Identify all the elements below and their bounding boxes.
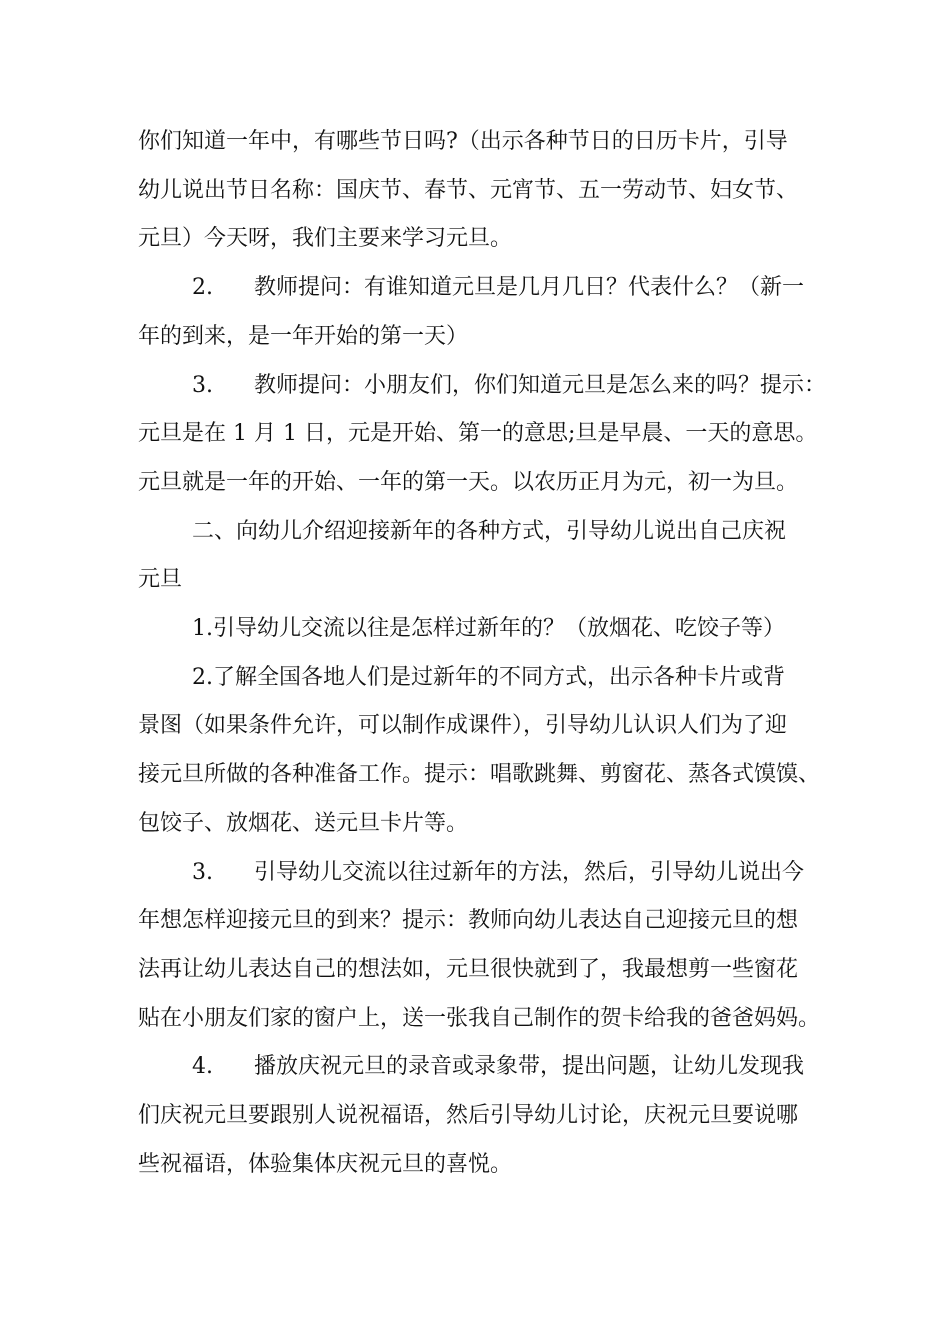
text-line: 元旦是在 1 月 1 日，元是开始、第一的意思;旦是早晨、一天的意思。	[138, 421, 818, 447]
text-line: 元旦	[138, 567, 183, 593]
text-content: 教师提问：有谁知道元旦是几月几日？代表什么？（新一	[254, 275, 805, 301]
text-line: 元旦就是一年的开始、一年的第一天。以农历正月为元，初一为旦。	[138, 469, 799, 495]
text-line: 你们知道一年中，有哪些节日吗?（出示各种节日的日历卡片，引导	[138, 129, 788, 154]
text-content: 教师提问：小朋友们，你们知道元旦是怎么来的吗？提示：	[254, 372, 827, 398]
item-number: 4.	[192, 1054, 213, 1080]
paragraph-sub-1	[138, 605, 820, 654]
item-number: 3.	[192, 859, 213, 885]
text-line: 幼儿说出节日名称：国庆节、春节、元宵节、五一劳动节、妇女节、	[138, 177, 799, 203]
text-line: 二、向幼儿介绍迎接新年的各种方式，引导幼儿说出自己庆祝	[192, 518, 787, 544]
text-line	[138, 849, 820, 898]
paragraph-sub-3	[138, 849, 820, 1044]
text-line: 2.了解全国各地人们是过新年的不同方式，出示各种卡片或背	[192, 664, 785, 690]
item-number: 2.	[192, 275, 213, 301]
section-heading	[138, 508, 820, 605]
text-content: 引导幼儿交流以往过新年的方法，然后，引导幼儿说出今	[254, 859, 805, 885]
text-line: 景图（如果条件允许，可以制作成课件），引导幼儿认识人们为了迎	[138, 713, 788, 739]
text-line: 接元旦所做的各种准备工作。提示：唱歌跳舞、剪窗花、蒸各式馍馍、	[138, 762, 821, 788]
text-line	[138, 1043, 820, 1092]
text-line: 元旦）今天呀，我们主要来学习元旦。	[138, 226, 513, 252]
text-line: 法再让幼儿表达自己的想法如，元旦很快就到了，我最想剪一些窗花	[138, 956, 799, 982]
text-content: 播放庆祝元旦的录音或录象带，提出问题，让幼儿发现我	[254, 1054, 805, 1080]
paragraph-item-2	[138, 264, 820, 361]
paragraph-sub-4	[138, 1043, 820, 1189]
text-line: 们庆祝元旦要跟别人说祝福语，然后引导幼儿讨论，庆祝元旦要说哪	[138, 1103, 799, 1129]
text-line: 贴在小朋友们家的窗户上，送一张我自己制作的贺卡给我的爸爸妈妈。	[138, 1005, 821, 1031]
text-line	[138, 362, 827, 411]
text-line: 1.引导幼儿交流以往是怎样过新年的？（放烟花、吃饺子等）	[192, 616, 785, 642]
text-line: 年的到来，是一年开始的第一天）	[138, 323, 469, 349]
text-line: 年想怎样迎接元旦的到来？提示：教师向幼儿表达自己迎接元旦的想	[138, 908, 799, 934]
text-line: 些祝福语，体验集体庆祝元旦的喜悦。	[138, 1151, 513, 1177]
paragraph-intro	[138, 118, 820, 264]
paragraph-sub-2	[138, 654, 820, 849]
item-number: 3.	[192, 372, 213, 398]
paragraph-item-3	[138, 362, 827, 508]
text-line	[138, 264, 820, 313]
document-page	[138, 118, 827, 1189]
text-line: 包饺子、放烟花、送元旦卡片等。	[138, 810, 469, 836]
